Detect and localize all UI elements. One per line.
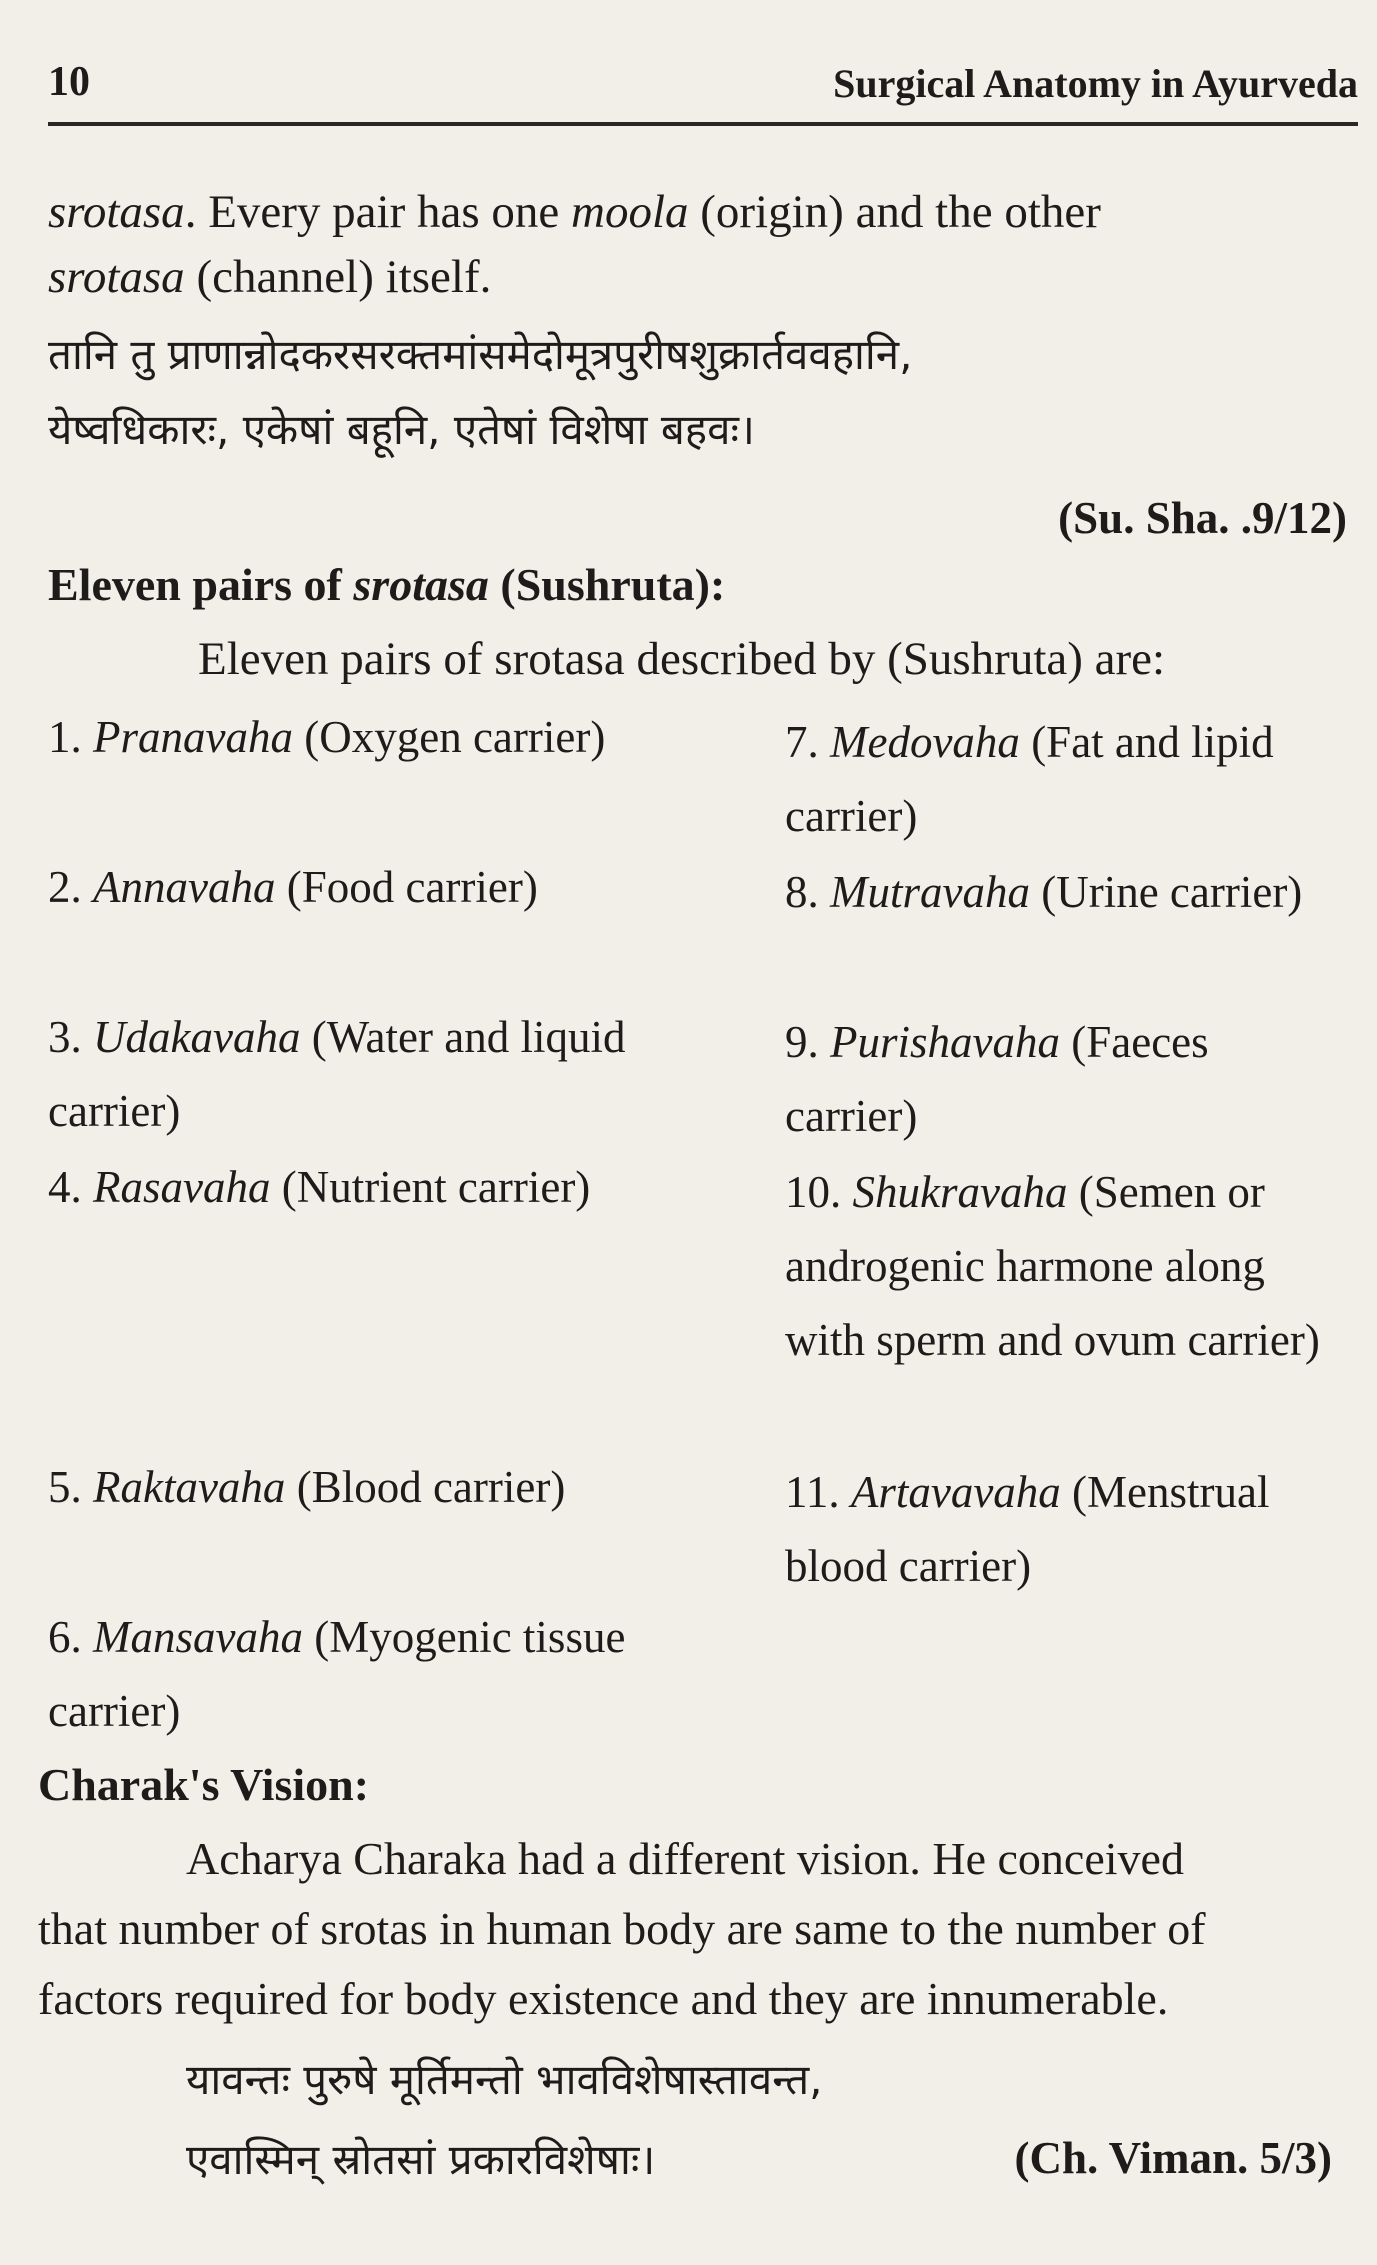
- list-item: [48, 1150, 748, 1224]
- intro-text-3: (channel) itself.: [184, 251, 492, 303]
- item-name: Udakavaha: [93, 1012, 301, 1062]
- item-number: 4.: [48, 1162, 82, 1212]
- item-desc: (Nutrient carrier): [270, 1162, 591, 1212]
- item-number: 11.: [785, 1467, 840, 1517]
- page-header: [48, 52, 1358, 126]
- intro-italic-srotasa: srotasa: [48, 186, 185, 238]
- item-name: Rasavaha: [93, 1162, 271, 1212]
- list-item: [785, 705, 1305, 853]
- page-number: 10: [48, 59, 90, 105]
- para-line-1: Acharya Charaka had a different vision. He conceived: [186, 1833, 1184, 1884]
- item-number: 8.: [785, 867, 819, 917]
- item-desc: (Food carrier): [275, 862, 538, 912]
- item-desc: (Urine carrier): [1029, 867, 1303, 917]
- list-item: [785, 1005, 1345, 1153]
- item-name: Artavavaha: [850, 1467, 1061, 1517]
- item-number: 7.: [785, 717, 819, 767]
- list-item: [48, 850, 748, 924]
- heading-post: (Sushruta):: [488, 559, 726, 610]
- list-item: [785, 1455, 1345, 1603]
- item-desc: (Water and liquid carrier): [48, 1012, 626, 1136]
- section-intro: Eleven pairs of srotasa described by (Sushruta) are:: [198, 633, 1166, 685]
- intro-text-2: (origin) and the other: [688, 186, 1101, 238]
- verse-2-reference: (Ch. Viman. 5/3): [1014, 2133, 1332, 2183]
- item-desc: (Oxygen carrier): [292, 712, 606, 762]
- intro-text-1: . Every pair has one: [184, 186, 571, 238]
- item-desc: (Myogenic tissue carrier): [48, 1612, 626, 1736]
- item-desc: (Semen or androgenic harmone along with sperm and ovum carrier): [785, 1167, 1320, 1365]
- intro-italic-moola: moola: [571, 186, 689, 238]
- sanskrit-verse-2-line-2: एवास्मिन् स्रोतसां प्रकारविशेषाः।: [186, 2135, 656, 2184]
- sanskrit-verse-2-line-1: यावन्तः पुरुषे मूर्तिमन्तो भावविशेषास्तावन्त,: [186, 2055, 823, 2104]
- list-item: [785, 1155, 1345, 1377]
- item-name: Mutravaha: [830, 867, 1030, 917]
- heading-italic: srotasa: [353, 559, 489, 610]
- list-item: [48, 1450, 748, 1524]
- heading-pre: Eleven pairs of: [48, 559, 354, 610]
- sanskrit-verse-1-line-2: येष्वधिकारः, एकेषां बहूनि, एतेषां विशेषा बहवः।: [48, 405, 755, 454]
- item-name: Pranavaha: [93, 712, 293, 762]
- section-heading-eleven-pairs: [48, 558, 725, 611]
- list-item: [48, 1600, 748, 1748]
- item-number: 3.: [48, 1012, 82, 1062]
- intro-line-2: [48, 250, 491, 304]
- list-item: [785, 855, 1305, 929]
- item-number: 2.: [48, 862, 82, 912]
- list-item: [48, 1000, 748, 1148]
- section-heading-charak: Charak's Vision:: [38, 1759, 370, 1810]
- running-title: Surgical Anatomy in Ayurveda: [833, 61, 1358, 106]
- item-number: 9.: [785, 1017, 819, 1067]
- intro-line-1: [48, 185, 1101, 239]
- item-name: Annavaha: [93, 862, 276, 912]
- intro-italic-srotasa-2: srotasa: [48, 251, 185, 303]
- para-line-2: that number of srotas in human body are same to the number of: [38, 1903, 1206, 1954]
- item-name: Purishavaha: [830, 1017, 1060, 1067]
- item-name: Shukravaha: [852, 1167, 1068, 1217]
- item-number: 1.: [48, 712, 82, 762]
- verse-1-reference: (Su. Sha. .9/12): [1058, 493, 1347, 543]
- item-name: Mansavaha: [93, 1612, 303, 1662]
- sanskrit-verse-1-line-1: तानि तु प्राणान्नोदकरसरक्तमांसमेदोमूत्रपुरीषशुक्रार्तववहानि,: [48, 330, 913, 379]
- item-number: 10.: [785, 1167, 842, 1217]
- item-desc: (Fat and lipid carrier): [785, 717, 1274, 841]
- item-desc: (Blood carrier): [285, 1462, 566, 1512]
- item-name: Raktavaha: [93, 1462, 286, 1512]
- item-name: Medovaha: [830, 717, 1020, 767]
- item-number: 5.: [48, 1462, 82, 1512]
- item-desc: (Menstrual blood carrier): [785, 1467, 1270, 1591]
- list-item: [48, 700, 748, 774]
- item-number: 6.: [48, 1612, 82, 1662]
- para-line-3: factors required for body existence and they are innumerable.: [38, 1973, 1169, 2024]
- item-desc: (Faeces carrier): [785, 1017, 1209, 1141]
